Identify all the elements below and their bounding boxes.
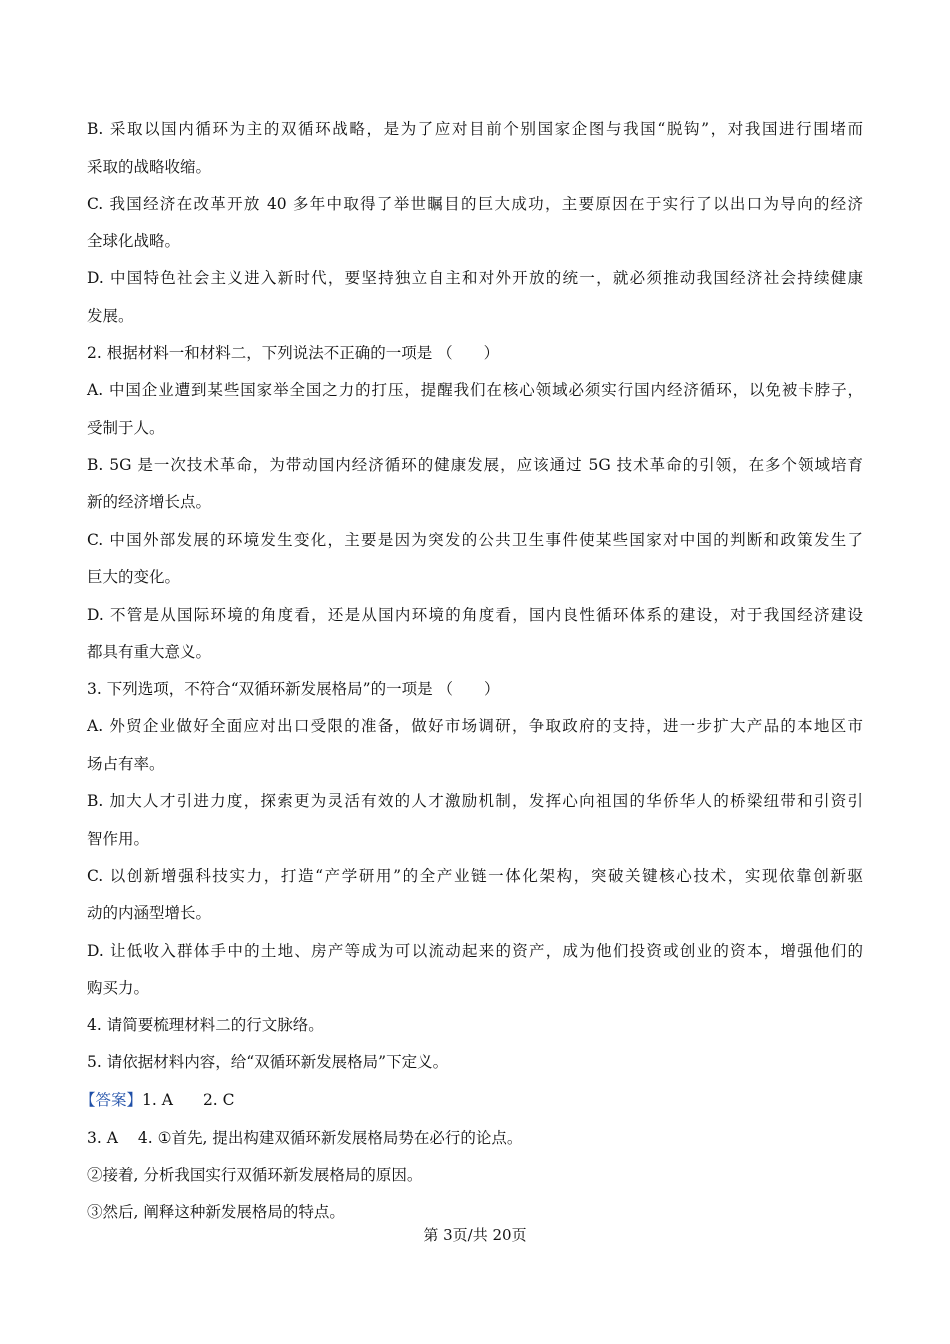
q3-option-d-line1: D. 让低收入群体手中的土地、房产等成为可以流动起来的资产，成为他们投资或创业的资本，增强他们的	[87, 942, 863, 960]
answer-3: 3. A	[87, 1129, 118, 1147]
answer-4-point-3: ③然后, 阐释这种新发展格局的特点。	[87, 1203, 345, 1221]
q1-option-b-line1: B. 采取以国内循环为主的双循环战略，是为了应对目前个别国家企图与我国“脱钩”，对我国进行围堵而	[87, 120, 863, 138]
answer-tag: 【答案】	[80, 1091, 143, 1109]
q3-option-d-line2: 购买力。	[87, 979, 150, 997]
q5-stem: 5. 请依据材料内容，给“双循环新发展格局”下定义。	[87, 1053, 449, 1071]
page-footer: 第 3页/共 20页	[423, 1226, 527, 1244]
q3-option-b-line1: B. 加大人才引进力度，探索更为灵活有效的人才激励机制，发挥心向祖国的华侨华人的桥梁纽带和引资引	[87, 792, 863, 810]
answer-line-2	[87, 1128, 522, 1148]
q2-option-b-line2: 新的经济增长点。	[87, 493, 212, 511]
q2-option-c-line1: C. 中国外部发展的环境发生变化，主要是因为突发的公共卫生事件使某些国家对中国的判断和政策发生了	[87, 531, 863, 549]
q4-stem: 4. 请简要梳理材料二的行文脉络。	[87, 1016, 324, 1034]
q2-option-d-line2: 都具有重大意义。	[87, 643, 212, 661]
answer-line-1	[80, 1090, 235, 1110]
q1-option-d-line2: 发展。	[87, 307, 134, 325]
answer-1: 1. A	[142, 1091, 173, 1109]
q3-option-b-line2: 智作用。	[87, 830, 150, 848]
answer-2: 2. C	[202, 1091, 235, 1109]
q3-option-a-line1: A. 外贸企业做好全面应对出口受限的准备，做好市场调研，争取政府的支持，进一步扩大产品的本地区市	[87, 717, 863, 735]
answer-4-point-2: ②接着, 分析我国实行双循环新发展格局的原因。	[87, 1166, 423, 1184]
q2-option-a-line1: A. 中国企业遭到某些国家举全国之力的打压，提醒我们在核心领域必须实行国内经济循环，以免被卡脖子，	[87, 381, 863, 399]
q2-option-a-line2: 受制于人。	[87, 419, 165, 437]
q3-option-c-line1: C. 以创新增强科技实力，打造“产学研用”的全产业链一体化架构，突破关键核心技术，实现依靠创新驱	[87, 867, 863, 885]
q2-stem: 2. 根据材料一和材料二，下列说法不正确的一项是 （ ）	[87, 344, 500, 362]
q2-option-d-line1: D. 不管是从国际环境的角度看，还是从国内环境的角度看，国内良性循环体系的建设，对于我国经济建设	[87, 606, 863, 624]
q1-option-b-line2: 采取的战略收缩。	[87, 158, 212, 176]
q3-stem: 3. 下列选项，不符合“双循环新发展格局”的一项是 （ ）	[87, 680, 500, 698]
q2-option-c-line2: 巨大的变化。	[87, 568, 181, 586]
answer-4-point-1: 4. ①首先, 提出构建双循环新发展格局势在必行的论点。	[137, 1129, 523, 1147]
q3-option-c-line2: 动的内涵型增长。	[87, 904, 212, 922]
q2-option-b-line1: B. 5G 是一次技术革命，为带动国内经济循环的健康发展，应该通过 5G 技术革命的引领，在多个领域培育	[87, 456, 863, 474]
q3-option-a-line2: 场占有率。	[87, 755, 165, 773]
q1-option-c-line1: C. 我国经济在改革开放 40 多年中取得了举世瞩目的巨大成功，主要原因在于实行了以出口为导向的经济	[87, 195, 863, 213]
q1-option-c-line2: 全球化战略。	[87, 232, 181, 250]
q1-option-d-line1: D. 中国特色社会主义进入新时代，要坚持独立自主和对外开放的统一，就必须推动我国经济社会持续健康	[87, 269, 863, 287]
